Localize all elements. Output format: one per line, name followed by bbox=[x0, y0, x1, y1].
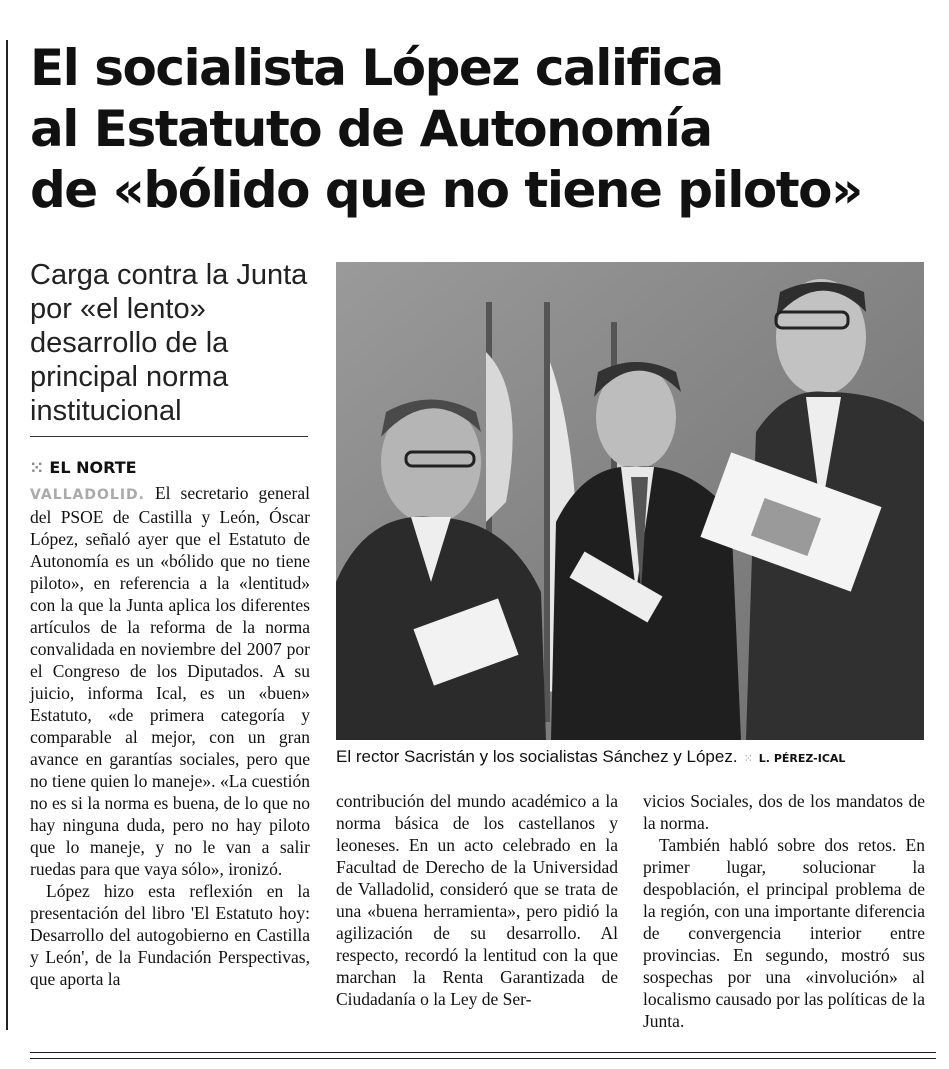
article-column-2 bbox=[336, 790, 618, 1010]
caption-text: El rector Sacristán y los socialistas Sánchez y López. bbox=[336, 747, 738, 766]
photo-caption bbox=[336, 747, 936, 767]
dateline: VALLADOLID. bbox=[30, 487, 145, 503]
credit-dots-icon: ⁙ bbox=[743, 753, 753, 765]
subheadline-rule bbox=[30, 436, 308, 437]
headline-line-3: de «bólido que no tiene piloto» bbox=[30, 161, 862, 219]
headline-line-2: al Estatuto de Autonomía bbox=[30, 100, 712, 158]
paragraph-1-text: El secretario general del PSOE de Castilla y León, Óscar López, señaló ayer que el Estatuto de Autonomía es un «bólido que no tiene piloto», en referencia a la «lentitud» con la que la Junta aplica los diferentes artículos de la reforma de la norma convalidada en noviembre del 2007 por el Congreso de los Diputados. A su juicio, informa Ical, es un «buen» Estatuto, «de primera categoría y comparable al mejor, con un gran avance en garantías sociales, pero que no tiene quien lo maneje». «La cuestión no es si la norma es buena, de lo que no hay ninguna duda, pero no hay piloto que lo maneje, y no le van a salir ruedas para que vaya sólo», ironizó. bbox=[30, 483, 310, 879]
news-photo bbox=[336, 262, 924, 740]
paragraph-2: López hizo esta reflexión en la presentación del libro 'El Estatuto hoy: Desarrollo del autogobierno en Castilla y León', de la Fundación Perspectivas, que aporta la bbox=[30, 881, 310, 989]
subheadline: Carga contra la Junta por «el lento» desarrollo de la principal norma institucional bbox=[30, 259, 308, 427]
byline-dots-icon: ⁙ bbox=[30, 458, 44, 477]
paragraph-1 bbox=[30, 482, 310, 880]
article-column-1 bbox=[30, 482, 310, 990]
byline bbox=[30, 458, 137, 477]
paragraph-4: vicios Sociales, dos de los mandatos de la norma. bbox=[643, 791, 925, 833]
photo-credit: L. PÉREZ-ICAL bbox=[758, 752, 846, 765]
headline-line-1: El socialista López califica bbox=[30, 39, 723, 97]
article-column-3 bbox=[643, 790, 925, 1032]
photo-illustration bbox=[336, 262, 924, 740]
footer-rule-bottom bbox=[30, 1058, 936, 1059]
left-column-rule bbox=[6, 40, 8, 1030]
headline bbox=[30, 38, 930, 221]
byline-source: EL NORTE bbox=[49, 458, 137, 477]
footer-rule-top bbox=[30, 1052, 936, 1053]
paragraph-5: También habló sobre dos retos. En primer lugar, solucionar la despoblación, el principal problema de la región, con una importante diferencia de convergencia interior entre provincias. En segundo, mostró sus sospechas por una «involución» al localismo causado por las políticas de la Junta. bbox=[643, 835, 925, 1031]
paragraph-3: contribución del mundo académico a la norma básica de los castellanos y leoneses. En un acto celebrado en la Facultad de Derecho de la Universidad de Valladolid, consideró que se trata de una «buena herramienta», pero pidió la agilización de su desarrollo. Al respecto, recordó la lentitud con la que marchan la Renta Garantizada de Ciudadanía o la Ley de Ser- bbox=[336, 791, 618, 1009]
